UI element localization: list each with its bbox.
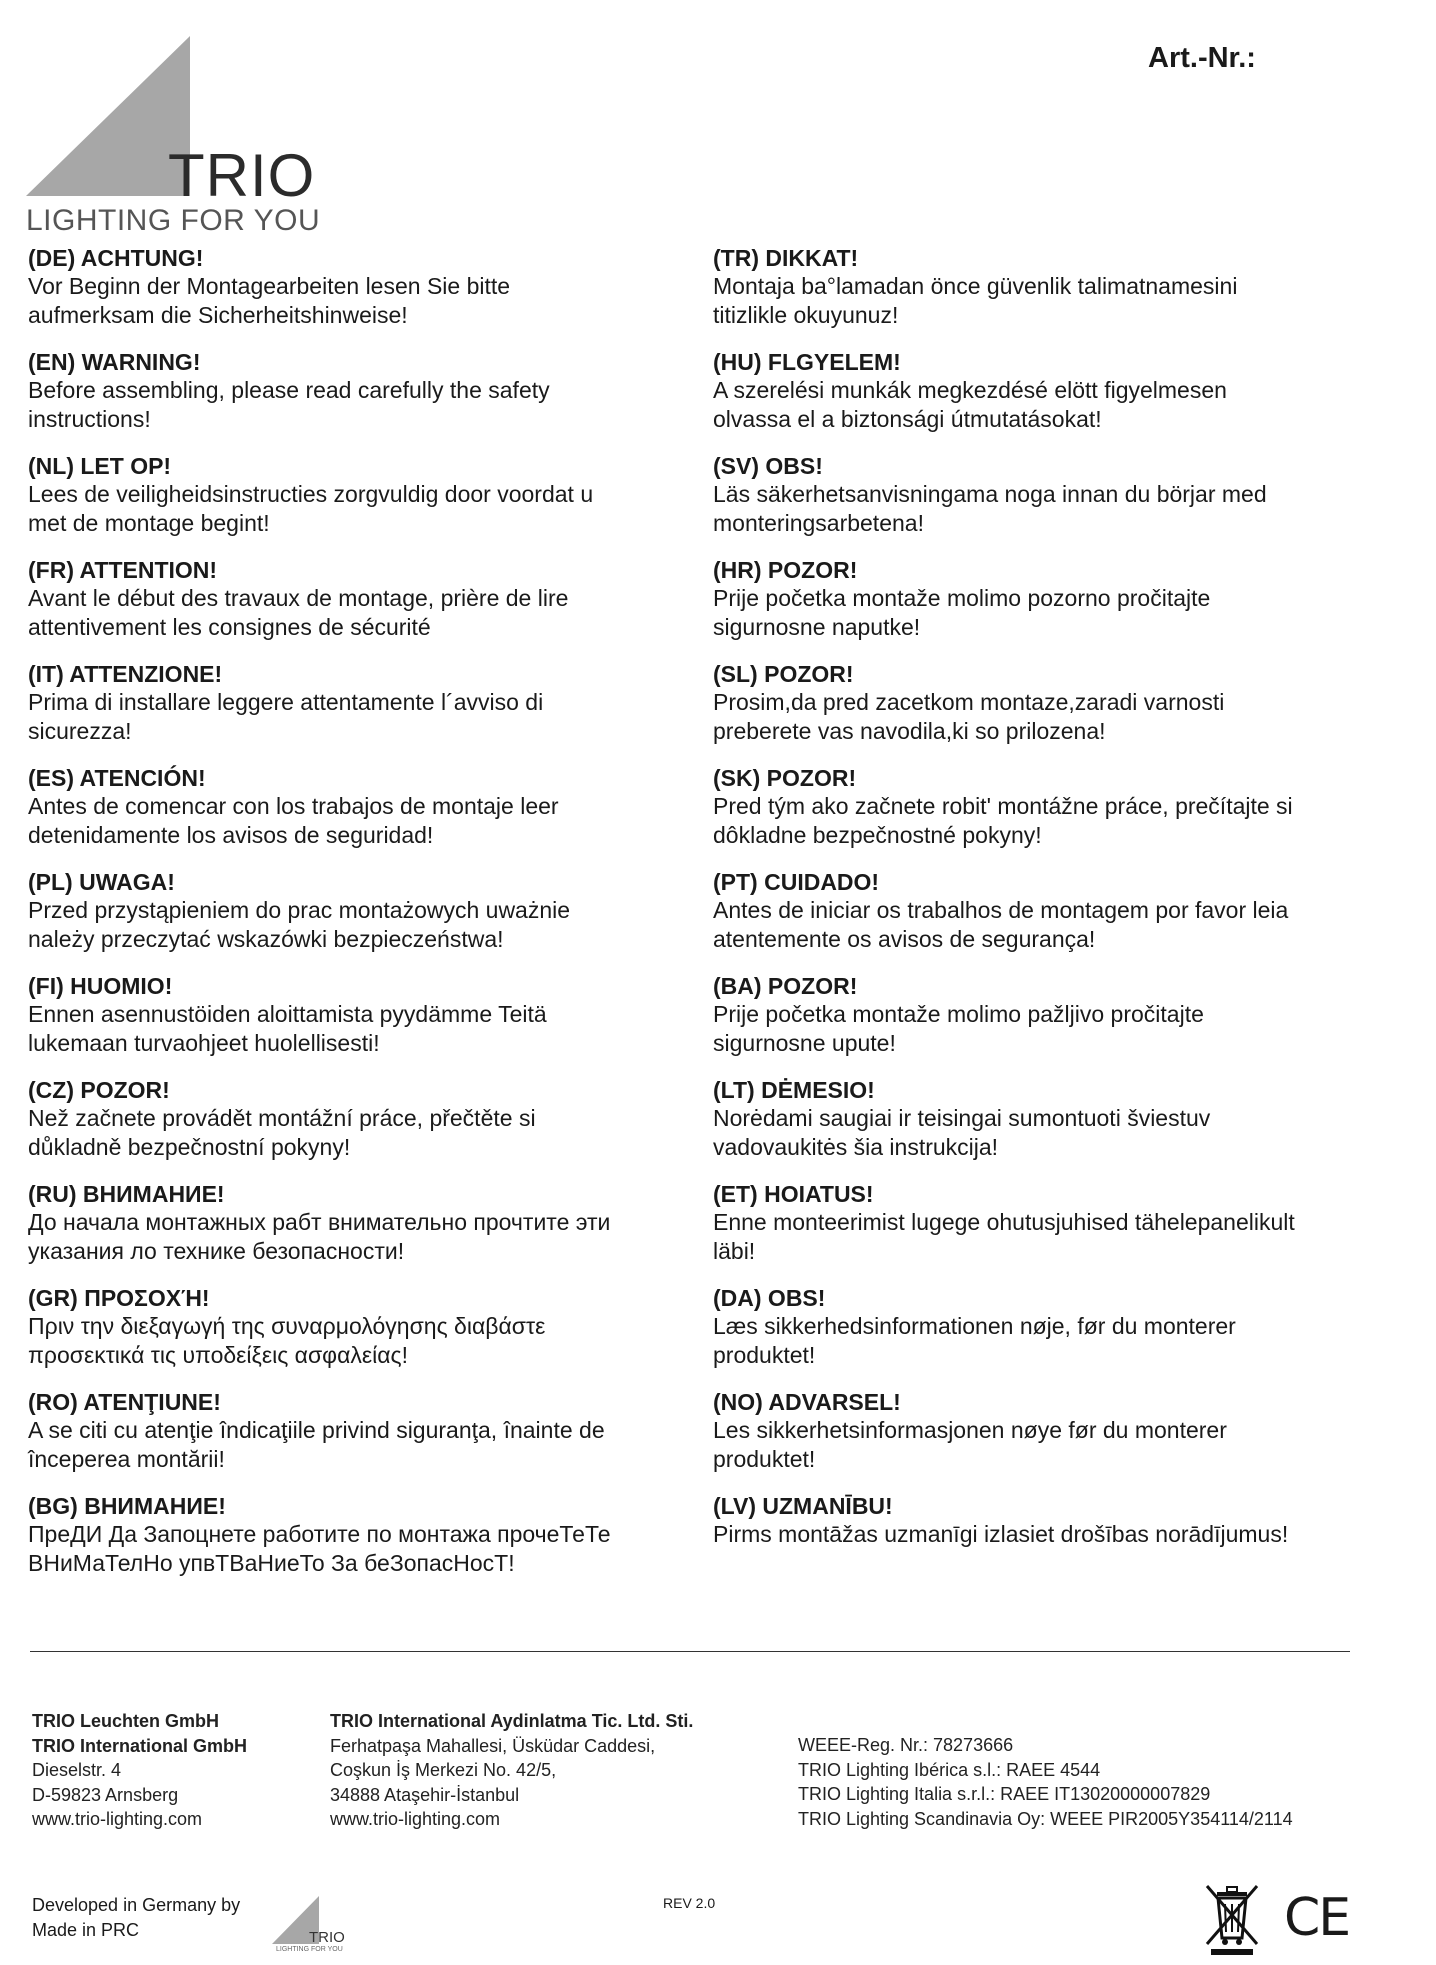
warning-ba <box>713 972 1373 1076</box>
warning-title: (NL) LET OP! <box>28 453 172 479</box>
warning-line: Antes de iniciar os trabalhos de montagem por favor leia <box>713 897 1289 923</box>
warning-sv <box>713 452 1373 556</box>
warning-title: (DE) ACHTUNG! <box>28 245 204 271</box>
warning-title: (ES) ATENCIÓN! <box>28 765 206 791</box>
address-line: Ferhatpaşa Mahallesi, Üsküdar Caddesi, <box>330 1735 656 1756</box>
warning-line: începerea montării! <box>28 1446 225 1472</box>
warning-line: ВНиМаТелНо упвТВаНиеТо За беЗопасНосТ! <box>28 1550 515 1576</box>
warning-line: Vor Beginn der Montagearbeiten lesen Sie bitte <box>28 273 511 299</box>
warning-line: preberete vas navodila,ki so prilozena! <box>713 718 1106 744</box>
warning-sk <box>713 764 1373 868</box>
warning-line: titizlikle okuyunuz! <box>713 302 899 328</box>
warning-line: produktet! <box>713 1342 816 1368</box>
warning-line: Prosim,da pred zacetkom montaze,zaradi varnosti <box>713 689 1225 715</box>
warning-line: monteringsarbetena! <box>713 510 924 536</box>
warning-line: указания ло технике безопасности! <box>28 1238 405 1264</box>
warning-title: (LV) UZMANĪBU! <box>713 1493 893 1519</box>
warning-title: (HR) POZOR! <box>713 557 858 583</box>
warning-title: (DA) OBS! <box>713 1285 826 1311</box>
warning-line: sicurezza! <box>28 718 132 744</box>
warning-line: До начала монтажных рабт внимательно прочтите эти <box>28 1209 611 1235</box>
address-germany <box>32 1709 247 1832</box>
warning-title: (CZ) POZOR! <box>28 1077 170 1103</box>
registration-line: TRIO Lighting Scandinavia Oy: WEEE PIR2005Y354114/2114 <box>798 1808 1293 1829</box>
address-city: D-59823 Arnsberg <box>32 1784 179 1805</box>
warning-line: attentivement les consignes de sécurité <box>28 614 431 640</box>
warning-fi <box>28 972 688 1076</box>
registration-line: WEEE-Reg. Nr.: 78273666 <box>798 1735 1014 1755</box>
registration-line: TRIO Lighting Ibérica s.l.: RAEE 4544 <box>798 1759 1101 1780</box>
warning-line: Les sikkerhetsinformasjonen nøye før du monterer <box>713 1417 1227 1443</box>
warning-lv <box>713 1492 1373 1596</box>
warning-line: atentemente os avisos de segurança! <box>713 926 1096 952</box>
warning-line: Przed przystąpieniem do prac montażowych uważnie <box>28 897 571 923</box>
address-turkey <box>330 1709 693 1832</box>
logo-slogan: LIGHTING FOR YOU <box>26 204 321 237</box>
warning-title: (TR) DIKKAT! <box>713 245 859 271</box>
warning-de <box>28 244 688 348</box>
warning-title: (SK) POZOR! <box>713 765 857 791</box>
small-trio-logo <box>272 1896 362 1956</box>
warning-title: (LT) DĖMESIO! <box>713 1077 875 1103</box>
warning-line: dôkladne bezpečnostné pokyny! <box>713 822 1042 848</box>
warning-line: należy przeczytać wskazówki bezpieczeństwa! <box>28 926 504 952</box>
ce-mark: CE <box>1284 1888 1350 1948</box>
warning-line: Norėdami saugiai ir teisingai sumontuoti šviestuv <box>713 1105 1211 1131</box>
warning-gr <box>28 1284 688 1388</box>
warning-title: (NO) ADVARSEL! <box>713 1389 901 1415</box>
warning-title: (RO) ATENŢIUNE! <box>28 1389 221 1415</box>
warning-title: (GR) ΠΡΟΣΟΧΉ! <box>28 1285 210 1311</box>
warning-line: προσεκτικά τις υποδείξεις ασφαλείας! <box>28 1342 409 1368</box>
warning-line: vadovaukitės šia instrukcija! <box>713 1134 999 1160</box>
warning-title: (ET) HOIATUS! <box>713 1181 874 1207</box>
warning-line: läbi! <box>713 1238 756 1264</box>
warning-title: (EN) WARNING! <box>28 349 201 375</box>
warning-line: Prije početka montaže molimo pozorno pročitajte <box>713 585 1211 611</box>
small-logo-name: TRIO <box>309 1929 345 1946</box>
small-logo-slogan: LIGHTING FOR YOU <box>276 1946 343 1953</box>
warning-title: (FR) ATTENTION! <box>28 557 218 583</box>
warning-title: (PT) CUIDADO! <box>713 869 880 895</box>
address-line: Coşkun İş Merkezi No. 42/5, <box>330 1760 557 1780</box>
warning-line: Πριν την διεξαγωγή της συναρμολόγησης διαβάστε <box>28 1313 546 1339</box>
warnings-left-column <box>28 244 688 1596</box>
warning-en <box>28 348 688 452</box>
warning-lt <box>713 1076 1373 1180</box>
warning-line: Pred tým ako začnete robit' montážne práce, prečítajte si <box>713 793 1293 819</box>
warning-cz <box>28 1076 688 1180</box>
origin-note <box>32 1893 240 1943</box>
website-link[interactable]: www.trio-lighting.com <box>330 1809 501 1829</box>
warning-line: Pirms montāžas uzmanīgi izlasiet drošības norādījumus! <box>713 1521 1289 1547</box>
warning-pl <box>28 868 688 972</box>
warning-da <box>713 1284 1373 1388</box>
address-street: Dieselstr. 4 <box>32 1760 122 1780</box>
article-number-label: Art.-Nr.: <box>1148 42 1256 74</box>
logo-triangle-icon <box>26 36 191 196</box>
address-line: 34888 Ataşehir-İstanbul <box>330 1784 520 1805</box>
warning-pt <box>713 868 1373 972</box>
warning-title: (PL) UWAGA! <box>28 869 175 895</box>
warning-line: Læs sikkerhedsinformationen nøje, før du monterer <box>713 1313 1236 1339</box>
warnings-right-column <box>713 244 1373 1596</box>
warning-line: A se citi cu atenţie îndicaţiile privind siguranţa, înainte de <box>28 1417 605 1443</box>
warning-sl <box>713 660 1373 764</box>
warning-line: Než začnete provádět montážní práce, přečtěte si <box>28 1105 536 1131</box>
warning-title: (IT) ATTENZIONE! <box>28 661 223 687</box>
warning-et <box>713 1180 1373 1284</box>
logo-name: TRIO <box>168 142 316 209</box>
warning-hr <box>713 556 1373 660</box>
warning-line: Montaja ba°lamadan önce güvenlik talimatnamesini <box>713 273 1238 299</box>
revision-label: REV 2.0 <box>663 1895 716 1911</box>
warning-line: Antes de comencar con los trabajos de montaje leer <box>28 793 559 819</box>
warning-line: důkladně bezpečnostní pokyny! <box>28 1134 351 1160</box>
warning-title: (HU) FLGYELEM! <box>713 349 901 375</box>
warning-title: (FI) HUOMIO! <box>28 973 173 999</box>
company-name: TRIO Leuchten GmbH <box>32 1711 220 1731</box>
developed-text: Developed in Germany by <box>32 1895 241 1915</box>
warning-title: (RU) ВНИМАНИЕ! <box>28 1181 225 1207</box>
warning-line: Prije početka montaže molimo pažljivo pročitajte <box>713 1001 1204 1027</box>
warning-hu <box>713 348 1373 452</box>
warning-line: ПреДИ Да Запоцнете работите по монтажа прочеТеТе <box>28 1521 611 1547</box>
warning-line: olvassa el a biztonsági útmutatásokat! <box>713 406 1102 432</box>
warning-line: sigurnosne upute! <box>713 1030 896 1056</box>
warning-line: Lees de veiligheidsinstructies zorgvuldig door voordat u <box>28 481 594 507</box>
warning-line: Prima di installare leggere attentamente l´avviso di <box>28 689 544 715</box>
warning-line: sigurnosne naputke! <box>713 614 921 640</box>
warning-it <box>28 660 688 764</box>
warning-title: (BG) ВНИМАНИЕ! <box>28 1493 226 1519</box>
warning-nl <box>28 452 688 556</box>
company-name: TRIO International GmbH <box>32 1735 248 1756</box>
warning-es <box>28 764 688 868</box>
weee-bin-icon <box>1203 1882 1261 1956</box>
warning-line: Läs säkerhetsanvisningama noga innan du börjar med <box>713 481 1267 507</box>
warning-title: (SV) OBS! <box>713 453 823 479</box>
warning-bg <box>28 1492 688 1596</box>
warning-line: Ennen asennustöiden aloittamista pyydämme Teitä <box>28 1001 547 1027</box>
trio-logo <box>26 36 326 241</box>
registrations <box>798 1733 1293 1831</box>
warning-line: met de montage begint! <box>28 510 270 536</box>
warning-line: Avant le début des travaux de montage, prière de lire <box>28 585 569 611</box>
warning-line: Enne monteerimist lugege ohutusjuhised tähelepanelikult <box>713 1209 1295 1235</box>
warning-line: aufmerksam die Sicherheitshinweise! <box>28 302 408 328</box>
website-link[interactable]: www.trio-lighting.com <box>32 1809 203 1829</box>
warning-title: (BA) POZOR! <box>713 973 858 999</box>
warning-line: produktet! <box>713 1446 816 1472</box>
warning-line: instructions! <box>28 406 151 432</box>
company-name: TRIO International Aydinlatma Tic. Ltd. Sti. <box>330 1711 694 1731</box>
warning-tr <box>713 244 1373 348</box>
warning-fr <box>28 556 688 660</box>
warning-line: lukemaan turvaohjeet huolellisesti! <box>28 1030 380 1056</box>
warning-title: (SL) POZOR! <box>713 661 854 687</box>
warning-ru <box>28 1180 688 1284</box>
warning-ro <box>28 1388 688 1492</box>
warning-line: detenidamente los avisos de seguridad! <box>28 822 434 848</box>
registration-line: TRIO Lighting Italia s.r.l.: RAEE IT13020000007829 <box>798 1784 1211 1804</box>
made-text: Made in PRC <box>32 1920 140 1940</box>
footer-divider <box>30 1651 1350 1652</box>
warning-line: Before assembling, please read carefully the safety <box>28 377 550 403</box>
warning-no <box>713 1388 1373 1492</box>
warning-line: A szerelési munkák megkezdésé elött figyelmesen <box>713 377 1227 403</box>
